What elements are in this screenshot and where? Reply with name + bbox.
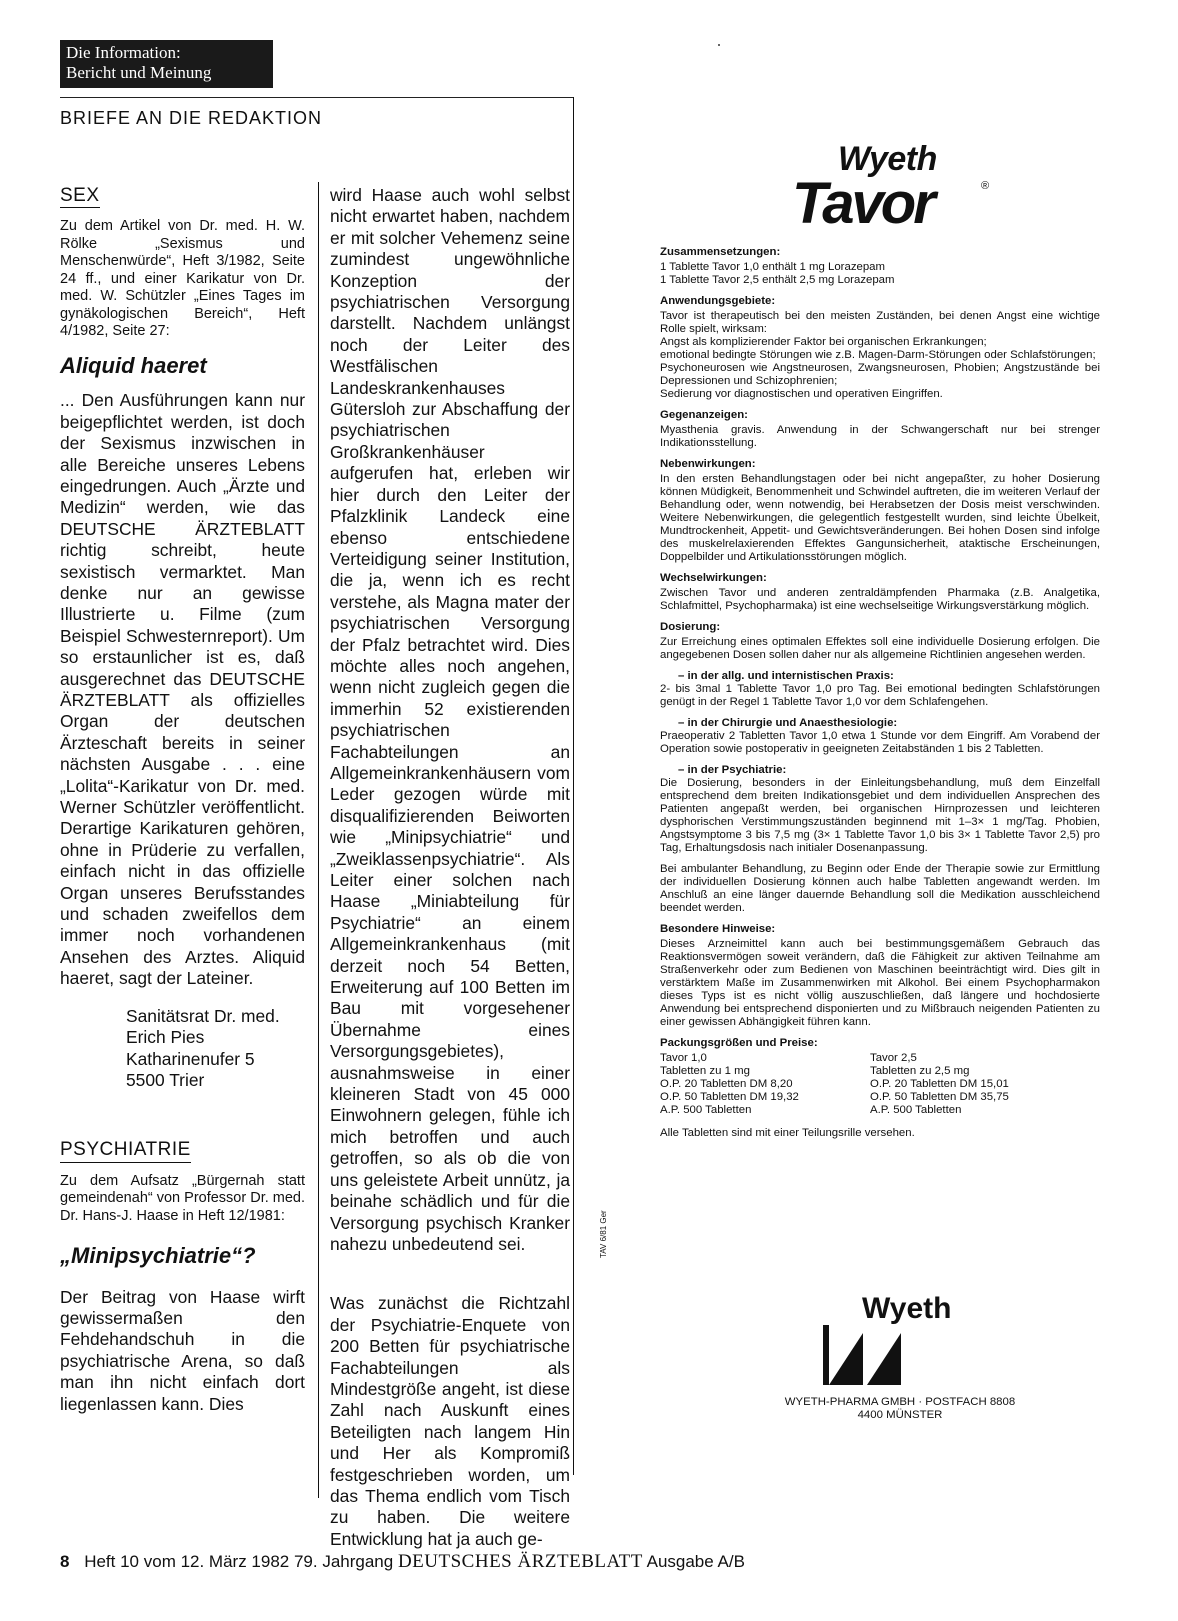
dosage-text: 2- bis 3mal 1 Tablette Tavor 1,0 pro Tag. Bei emotional bedingten Schlafstörungen genügt in der Regel 1 Tablette Tavor 1,0 vor dem Schlafengehen. xyxy=(660,683,1100,708)
ad-prescribing-info xyxy=(660,238,1100,1140)
letter2-body-part1: Der Beitrag von Haase wirft gewissermaßen den Fehdehandschuh in die psychiatrische Arena, so daß man ihn nicht einfach dort liegenlassen kann. Dies xyxy=(60,1286,305,1414)
dosage-text: Praeoperativ 2 Tabletten Tavor 1,0 etwa 1 Stunde vor dem Eingriff. Am Vorabend der Operation sowie postoperativ in geeigneten Zeitabständen 1 bis 2 Tabletten. xyxy=(660,730,1100,755)
ad-section xyxy=(660,246,1100,287)
dosage-subtitle: – in der Chirurgie und Anaesthesiologie: xyxy=(678,717,898,729)
price-line: A.P. 500 Tabletten xyxy=(660,1104,752,1116)
ad-brand-wyeth: Wyeth xyxy=(838,140,937,178)
price-line: Tabletten zu 2,5 mg xyxy=(870,1065,970,1077)
letter2-body-part3: Was zunächst die Richtzahl der Psychiatrie-Enquete von 200 Betten für psychiatrische Fachabteilungen als Mindestgröße angeht, ist diese Zahl nach Auskunft eines Beteiligten nach langem Hin und Her als Kompromiß festgeschrieben worden, um das Thema endlich vom Tisch zu haben. Die weitere Entwicklung hat ja auch ge- xyxy=(330,1293,570,1549)
price-column-left xyxy=(660,1052,870,1117)
price-line: O.P. 50 Tabletten DM 35,75 xyxy=(870,1091,1009,1103)
ad-section xyxy=(660,458,1100,564)
ad-address xyxy=(760,1396,1040,1422)
ad-code: TAV 6/81 Ger xyxy=(599,1210,608,1258)
rubric-sex: SEX xyxy=(60,185,100,208)
page-footer xyxy=(60,1551,745,1573)
letter2-body-part2: wird Haase auch wohl selbst nicht erwartet haben, nachdem er mit solcher Vehemenz seine zumindest ungewöhnliche Konzeption der psychiatrischen Versorgung darstellt. Nachdem unlängst noch der Leiter des Westfälischen Landeskrankenhauses Gütersloh zur Abschaffung der psychiatrischen Großkrankenhäuser aufgerufen hat, erleben wir hier durch den Leiter der Pfalzklinik Landeck eine ebenso entschiedene Verteidigung seiner Institution, die ja, wenn ich es recht verstehe, als Magna mater der psychiatrischen Versorgung der Pfalz betrachtet wird. Dies möchte alles noch angehen, wenn nicht zugleich gegen die immerhin 52 existierenden psychiatrischen Fachabteilungen an Allgemeinkrankenhäusern vom Leder gezogen würde mit disqualifizierenden Beiworten wie „Minipsychiatrie“ und „Zweiklassenpsychiatrie“. Als Leiter einer solchen nach Haase „Miniabteilung für Psychiatrie“ an einem Allgemeinkrankenhaus (mit derzeit noch 54 Betten, Erweiterung auf 100 Betten im Bau mit vorgesehener Übernahme eines Versorgungsgebietes), ausnahmsweise in einer kleineren Stadt von 45 000 Einwohnern gelegen, fühle ich mich betroffen und auch getroffen, so als ob die von uns geleistete Arbeit unnütz, ja beinahe schädlich und für die Versorgung psychisch Kranker nahezu unbedeutend sei. xyxy=(330,185,570,1254)
price-line: Tavor 1,0 xyxy=(660,1052,707,1064)
ad-line: Psychoneurosen wie Angstneurosen, Zwangsneurosen, Phobien; Angstzustände bei Depressionen und Schizophrenien; xyxy=(660,362,1100,387)
ad-line: emotional bedingte Störungen wie z.B. Magen-Darm-Störungen oder Schlafstörungen; xyxy=(660,349,1096,361)
ambulant-text: Bei ambulanter Behandlung, zu Beginn oder Ende der Therapie sowie zur Ermittlung der individuellen Dosierung können auch halbe Tabletten angewandt werden. Im Anschluß an eine länger dauernde Behandlung soll die Medikation ausschleichend beendet werden. xyxy=(660,863,1100,914)
header-line-2: Bericht und Meinung xyxy=(66,63,212,82)
ad-line: Angst als komplizierender Faktor bei organischen Erkrankungen; xyxy=(660,336,987,348)
ad-line: Zwischen Tavor und anderen zentraldämpfenden Pharmaka (z.B. Analgetika, Schlafmittel, Psychopharmaka) ist eine wechselseitige Wirkungsverstärkung möglich. xyxy=(660,587,1100,612)
ad-section xyxy=(660,621,1100,662)
ad-section-title: Gegenanzeigen: xyxy=(660,409,748,421)
ad-line: Sedierung vor diagnostischen und operativen Eingriffen. xyxy=(660,388,943,400)
letter2-headline: „Minipsychiatrie“? xyxy=(60,1243,256,1269)
ad-brand-tavor: Tavor xyxy=(792,171,933,236)
price-line: A.P. 500 Tabletten xyxy=(870,1104,962,1116)
letter1-headline: Aliquid haeret xyxy=(60,352,207,378)
hints-text: Dieses Arzneimittel kann auch bei bestimmungsgemäßem Gebrauch das Reaktionsvermögen soweit verändern, daß die Fähigkeit zur aktiven Teilnahme am Straßenverkehr oder zum Bedienen von Maschinen beeinträchtigt wird. Dies gilt in verstärktem Maße im Zusammenwirken mit Alkohol. Bei einem Psychopharmakon dieses Typs ist es nicht völlig auszuschließen, daß längere und hochdosierte Anwendung bei entsprechend disponierten und zu Mißbrauch neigenden Patienten zu einer gewissen Abhängigkeit führen kann. xyxy=(660,938,1100,1028)
letter1-body: ... Den Ausführungen kann nur beigepflichtet werden, ist doch der Sexismus inzwischen in alle Bereiche unseres Lebens eingedrungen. Auch „Ärzte und Medizin“ werden, wie das DEUTSCHE ÄRZTEBLATT richtig schreibt, heute sexistisch vermarktet. Man denke nur an gewisse Illustrierte u. Filme (zum Beispiel Schwesternreport). Um so erstaunlicher ist es, daß ausgerechnet das DEUTSCHE ÄRZTEBLATT als offizielles Organ der deutschen Ärzteschaft bereits in seiner nächsten Ausgabe . . . eine „Lolita“-Karikatur von Dr. med. Werner Schützler veröffentlicht. Derartige Karikaturen gehören, ohne in Prüderie zu verfallen, einfach nicht in das offizielle Organ unseres Berufsstandes und schaden zweifellos dem immer noch vorhandenen Ansehen des Arztes. Aliquid haeret, sagt der Lateiner. xyxy=(60,390,305,989)
address-line: 4400 MÜNSTER xyxy=(857,1409,943,1421)
ad-line: Myasthenia gravis. Anwendung in der Schwangerschaft nur bei strenger Indikationsstellung. xyxy=(660,424,1100,449)
price-line: Tabletten zu 1 mg xyxy=(660,1065,750,1077)
signature-line: Sanitätsrat Dr. med. xyxy=(126,1005,280,1026)
column-rule-1 xyxy=(318,182,319,1498)
ad-section-title: Nebenwirkungen: xyxy=(660,458,756,470)
letters-column-2 xyxy=(330,185,570,1550)
ad-line: Tavor ist therapeutisch bei den meisten Zuständen, bei denen Angst eine wichtige Rolle spielt, wirksam: xyxy=(660,310,1100,335)
ad-section-title: Wechselwirkungen: xyxy=(660,572,767,584)
price-column-right xyxy=(870,1052,1080,1117)
letter2-intro: Zu dem Aufsatz „Bürgernah statt gemeindenah“ von Professor Dr. med. Dr. Hans-J. Haase in Heft 12/1981: xyxy=(60,1172,306,1224)
top-rule xyxy=(60,97,573,98)
price-line: O.P. 20 Tabletten DM 8,20 xyxy=(660,1078,793,1090)
price-line: O.P. 50 Tabletten DM 19,32 xyxy=(660,1091,799,1103)
letter1-signature xyxy=(126,1006,305,1092)
address-line: WYETH-PHARMA GMBH · POSTFACH 8808 xyxy=(784,1396,1016,1408)
edition: Ausgabe A/B xyxy=(646,1552,745,1571)
dosage-subtitle: – in der Psychiatrie: xyxy=(678,764,787,776)
price-line: O.P. 20 Tabletten DM 15,01 xyxy=(870,1078,1009,1090)
ad-line: In den ersten Behandlungstagen oder bei nicht angepaßter, zu hoher Dosierung können Müdigkeit, Benommenheit und Schwindel auftreten, die im weiteren Verlauf der Behandlung oder, wenn notwendig, bei Herabsetzen der Dosis meist verschwinden. Weitere Nebenwirkungen, die gelegentlich festgestellt wurden, sind leichte Übelkeit, Mundtrockenheit, Appetit- und Gewichtsveränderungen. Bei hohen Dosen sind infolge des muskelrelaxierenden Effektes Gangunsicherheit, ataktische Erscheinungen, Doppelbilder und Artikulationsstörungen möglich. xyxy=(660,473,1100,563)
ad-line: 1 Tablette Tavor 2,5 enthält 2,5 mg Lorazepam xyxy=(660,274,895,286)
wyeth-logo-icon xyxy=(823,1325,913,1390)
header-line-1: Die Information: xyxy=(66,43,181,62)
ad-section-title: Anwendungsgebiete: xyxy=(660,295,776,307)
dosage-subtitle: – in der allg. und internistischen Praxis: xyxy=(678,670,894,682)
rubric-psychiatrie: PSYCHIATRIE xyxy=(60,1139,191,1162)
scored-note: Alle Tabletten sind mit einer Teilungsrille versehen. xyxy=(660,1127,915,1139)
section-header-box xyxy=(60,40,273,88)
column-rule-2 xyxy=(573,97,574,1475)
ad-section xyxy=(660,295,1100,401)
price-line: Tavor 2,5 xyxy=(870,1052,917,1064)
hints-title: Besondere Hinweise: xyxy=(660,923,776,935)
ad-section xyxy=(660,409,1100,450)
wyeth-logo-text: Wyeth xyxy=(862,1292,952,1325)
ad-section xyxy=(660,572,1100,613)
masthead: DEUTSCHES ÄRZTEBLATT xyxy=(397,1551,643,1572)
letter1-intro: Zu dem Artikel von Dr. med. H. W. Rölke „Sexismus und Menschenwürde“, Heft 3/1982, Seite 24 ff., und einer Karikatur von Dr. med. W. Schützler „Eines Tages im gynäkologischen Bereich“, Heft 4/1982, Seite 27: xyxy=(60,218,305,340)
registered-mark: ® xyxy=(981,180,990,192)
section-title: BRIEFE AN DIE REDAKTION xyxy=(60,108,323,128)
page-number: 8 xyxy=(60,1552,70,1571)
dosage-block xyxy=(660,670,1100,855)
ad-section-title: Zusammensetzungen: xyxy=(660,246,781,258)
issue-info: Heft 10 vom 12. März 1982 79. Jahrgang xyxy=(84,1552,394,1571)
ad-line: Zur Erreichung eines optimalen Effektes soll eine individuelle Dosierung erfolgen. Die angegebenen Dosen sollen daher nur als allgemeine Richtlinien angesehen werden. xyxy=(660,636,1100,661)
signature-line: 5500 Trier xyxy=(126,1069,205,1090)
price-table xyxy=(660,1052,1100,1117)
signature-line: Erich Pies xyxy=(126,1027,205,1048)
letters-column-1 xyxy=(60,185,305,1415)
speck xyxy=(718,44,720,46)
ad-line: 1 Tablette Tavor 1,0 enthält 1 mg Lorazepam xyxy=(660,261,886,273)
prices-title: Packungsgrößen und Preise: xyxy=(660,1037,818,1049)
signature-line: Katharinenufer 5 xyxy=(126,1048,255,1069)
dosage-text: Die Dosierung, besonders in der Einleitungsbehandlung, muß dem Einzelfall entsprechend dem breiten Indikationsgebiet und dem individuellen Ansprechen des Patienten angepaßt werden, bei organischen Hirnprozessen und leichteren dysphorischen Verstimmungszuständen beginnend mit 1–3× 1 mg/Tag. Phobien, Angstsymptome 3 bis 7,5 mg (3× 1 Tablette Tavor 1,0 bis 3× 1 Tablette Tavor 2,5) pro Tag, Erhaltungsdosis nach initialer Dosenanpassung. xyxy=(660,777,1100,854)
ad-section-title: Dosierung: xyxy=(660,621,721,633)
